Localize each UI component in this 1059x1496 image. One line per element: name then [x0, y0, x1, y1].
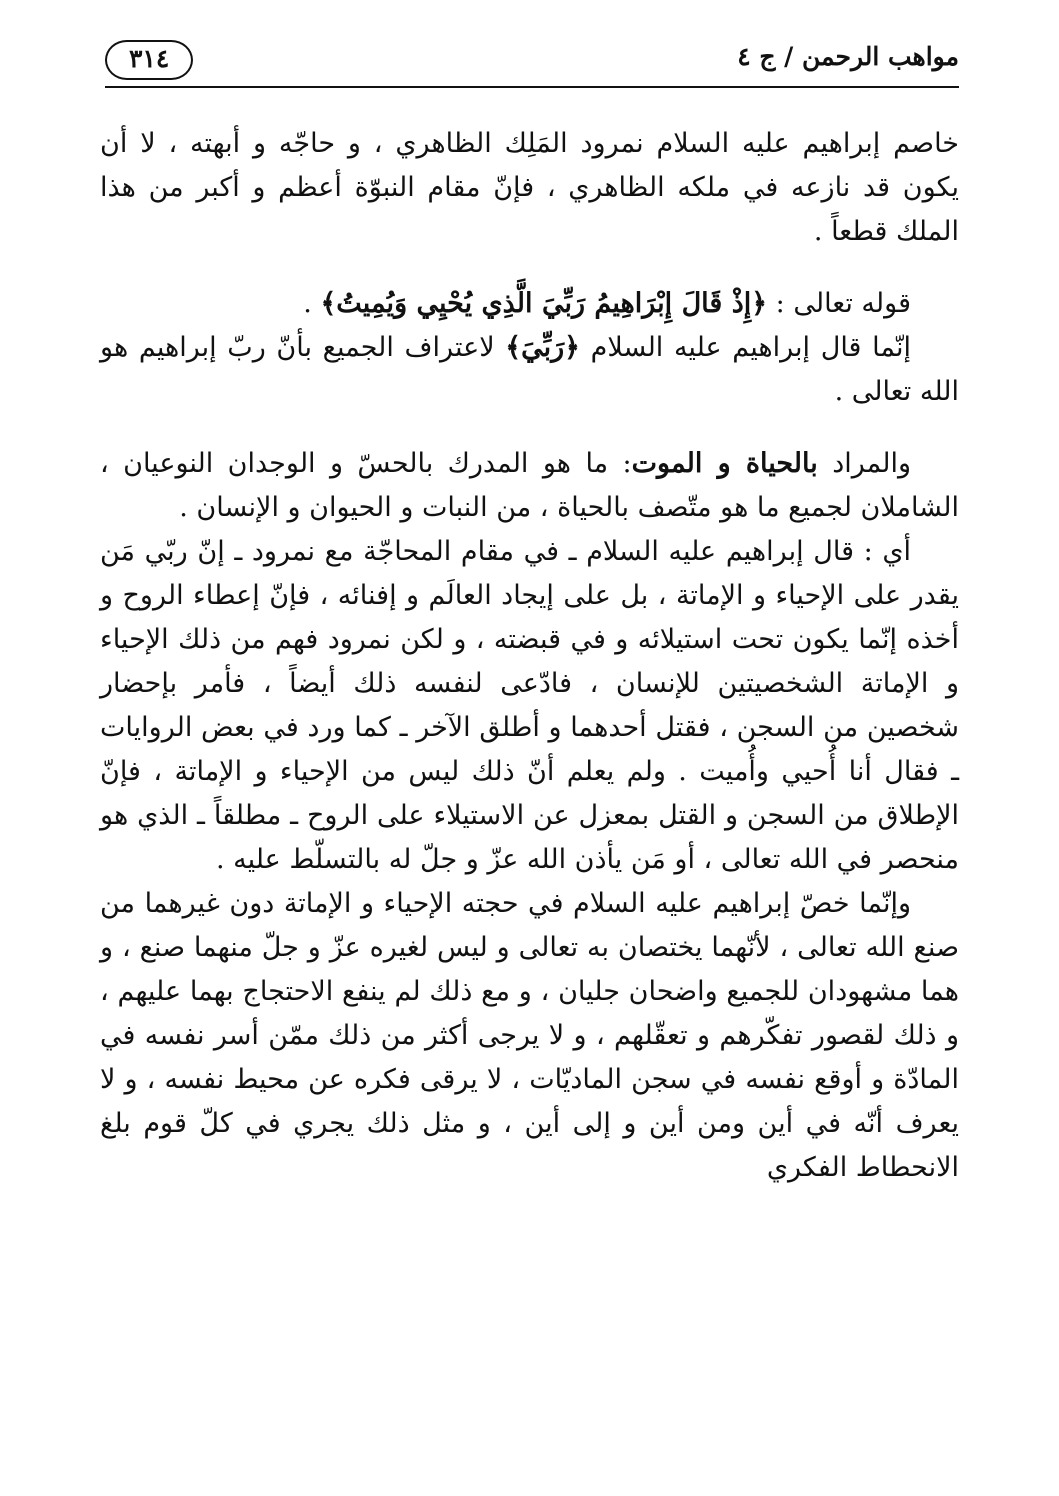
header-rule	[105, 86, 959, 88]
paragraph-verse-quote	[100, 282, 959, 326]
body-text	[100, 122, 959, 1190]
page-number: ٣١٤	[105, 40, 193, 80]
quran-word: ﴿رَبِّيَ﴾	[505, 332, 580, 363]
page-header	[105, 40, 959, 88]
running-title: مواهب الرحمن / ج ٤	[737, 42, 959, 71]
paragraph-gap	[100, 414, 959, 442]
paragraph-1: خاصم إبراهيم عليه السلام نمرود المَلِك الظاهري ، و حاجّه و أبهته ، لا أن يكون قد نازعه في ملكه الظاهري ، فإنّ مقام النبوّة أعظم و أكبر من هذا الملك قطعاً .	[100, 128, 959, 247]
bold-term: بالحياة و الموت	[631, 448, 818, 479]
paragraph-6: وإنّما خصّ إبراهيم عليه السلام في حجته الإحياء و الإماتة دون غيرهما من صنع الله تعالى ، لأنّهما يختصان به تعالى و ليس لغيره عزّ و جلّ منهما صنع ، و هما مشهودان للجميع واضحان جليان ، و مع ذلك لم ينفع الاحتجاج بهما عليهم ، و ذلك لقصور تفكّرهم و تعقّلهم ، و لا يرجى أكثر من ذلك ممّن أسر نفسه في المادّة و أوقع نفسه في سجن الماديّات ، لا يرقى فكره عن محيط نفسه ، و لا يعرف أنّه في أين ومن أين و إلى أين ، و مثل ذلك يجري في كلّ قوم بلغ الانحطاط الفكري	[100, 888, 959, 1183]
verse-intro: قوله تعالى :	[775, 288, 911, 319]
paragraph-4	[100, 442, 959, 530]
paragraph-3	[100, 326, 959, 414]
paragraph-4-text-a: والمراد	[832, 448, 911, 479]
paragraph-3-text-b: لاعتراف الجميع بأنّ ربّ إبراهيم هو الله تعالى .	[100, 332, 959, 407]
paragraph-5: أي : قال إبراهيم عليه السلام ـ في مقام المحاجّة مع نمرود ـ إنّ ربّي مَن يقدر على الإحياء و الإماتة ، بل على إيجاد العالَم و إفنائه ، فإنّ إعطاء الروح و أخذه إنّما يكون تحت استيلائه و في قبضته ، و لكن نمرود فهم من ذلك الإحياء و الإماتة الشخصيتين للإنسان ، فادّعى لنفسه ذلك أيضاً ، فأمر بإحضار شخصين من السجن ، فقتل أحدهما و أطلق الآخر ـ كما ورد في بعض الروايات ـ فقال أنا أُحيي وأُميت . ولم يعلم أنّ ذلك ليس من الإحياء و الإماتة ، فإنّ الإطلاق من السجن و القتل بمعزل عن الاستيلاء على الروح ـ مطلقاً ـ الذي هو منحصر في الله تعالى ، أو مَن يأذن الله عزّ و جلّ له بالتسلّط عليه .	[100, 536, 959, 875]
quran-verse: ﴿إِذْ قَالَ إِبْرَاهِيمُ رَبِّيَ الَّذِي يُحْيِي وَيُمِيتُ﴾	[320, 288, 768, 319]
verse-end: .	[303, 288, 312, 319]
paragraph-gap	[100, 254, 959, 282]
paragraph-4-text-b: : ما هو المدرك بالحسّ و الوجدان النوعيان ، الشاملان لجميع ما هو متّصف بالحياة ، من النبات و الحيوان و الإنسان .	[100, 448, 959, 523]
paragraph-3-text-a: إنّما قال إبراهيم عليه السلام	[590, 332, 911, 363]
